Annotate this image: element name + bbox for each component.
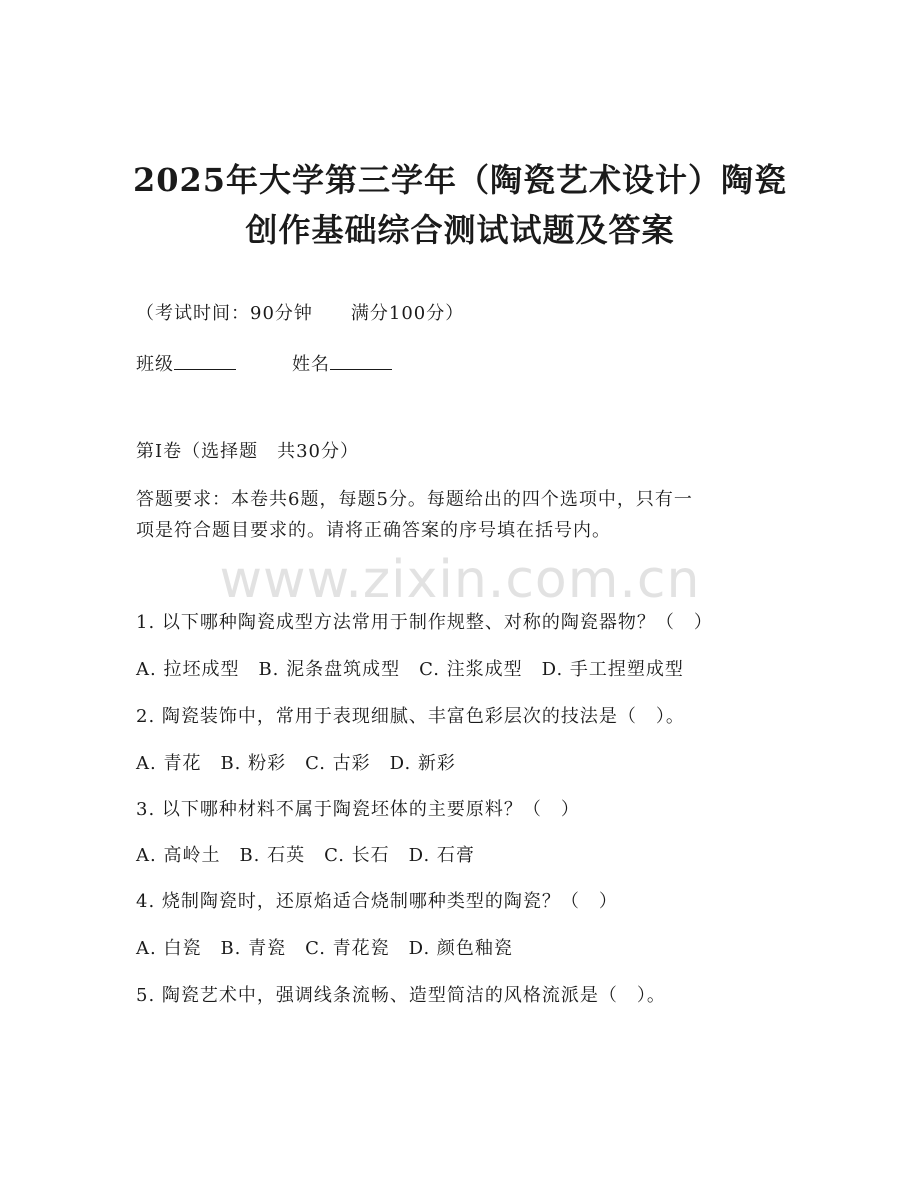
question-2-options: A. 青花 B. 粉彩 C. 古彩 D. 新彩: [136, 753, 456, 774]
question-3-options: A. 高岭土 B. 石英 C. 长石 D. 石膏: [136, 845, 475, 866]
instructions-line-1: 答题要求：本卷共6题，每题5分。每题给出的四个选项中，只有一: [136, 489, 693, 510]
name-label: 姓名: [292, 354, 330, 375]
question-4-stem: 4. 烧制陶瓷时，还原焰适合烧制哪种类型的陶瓷？（ ）: [136, 891, 618, 912]
question-4-options: A. 白瓷 B. 青瓷 C. 青花瓷 D. 颜色釉瓷: [136, 938, 513, 959]
question-2-stem: 2. 陶瓷装饰中，常用于表现细腻、丰富色彩层次的技法是（ ）。: [136, 706, 685, 727]
exam-info: （考试时间：90分钟 满分100分）: [136, 303, 465, 324]
question-5-stem: 5. 陶瓷艺术中，强调线条流畅、造型简洁的风格流派是（ ）。: [136, 985, 666, 1006]
question-1-options: A. 拉坯成型 B. 泥条盘筑成型 C. 注浆成型 D. 手工捏塑成型: [136, 659, 684, 680]
watermark: www.zixin.com.cn: [219, 550, 701, 610]
student-info-row: [136, 351, 392, 377]
document-title-line-2: 创作基础综合测试试题及答案: [245, 211, 675, 249]
instructions-line-2: 项是符合题目要求的。请将正确答案的序号填在括号内。: [136, 520, 611, 541]
class-label: 班级: [136, 354, 174, 375]
question-3-stem: 3. 以下哪种材料不属于陶瓷坯体的主要原料？（ ）: [136, 799, 580, 820]
class-blank: [174, 351, 236, 370]
name-blank: [330, 351, 392, 370]
section-title: 第Ⅰ卷（选择题 共30分）: [136, 441, 360, 462]
document-title-line-1: 2025年大学第三学年（陶瓷艺术设计）陶瓷: [132, 161, 788, 199]
question-1-stem: 1. 以下哪种陶瓷成型方法常用于制作规整、对称的陶瓷器物？（ ）: [136, 612, 713, 633]
